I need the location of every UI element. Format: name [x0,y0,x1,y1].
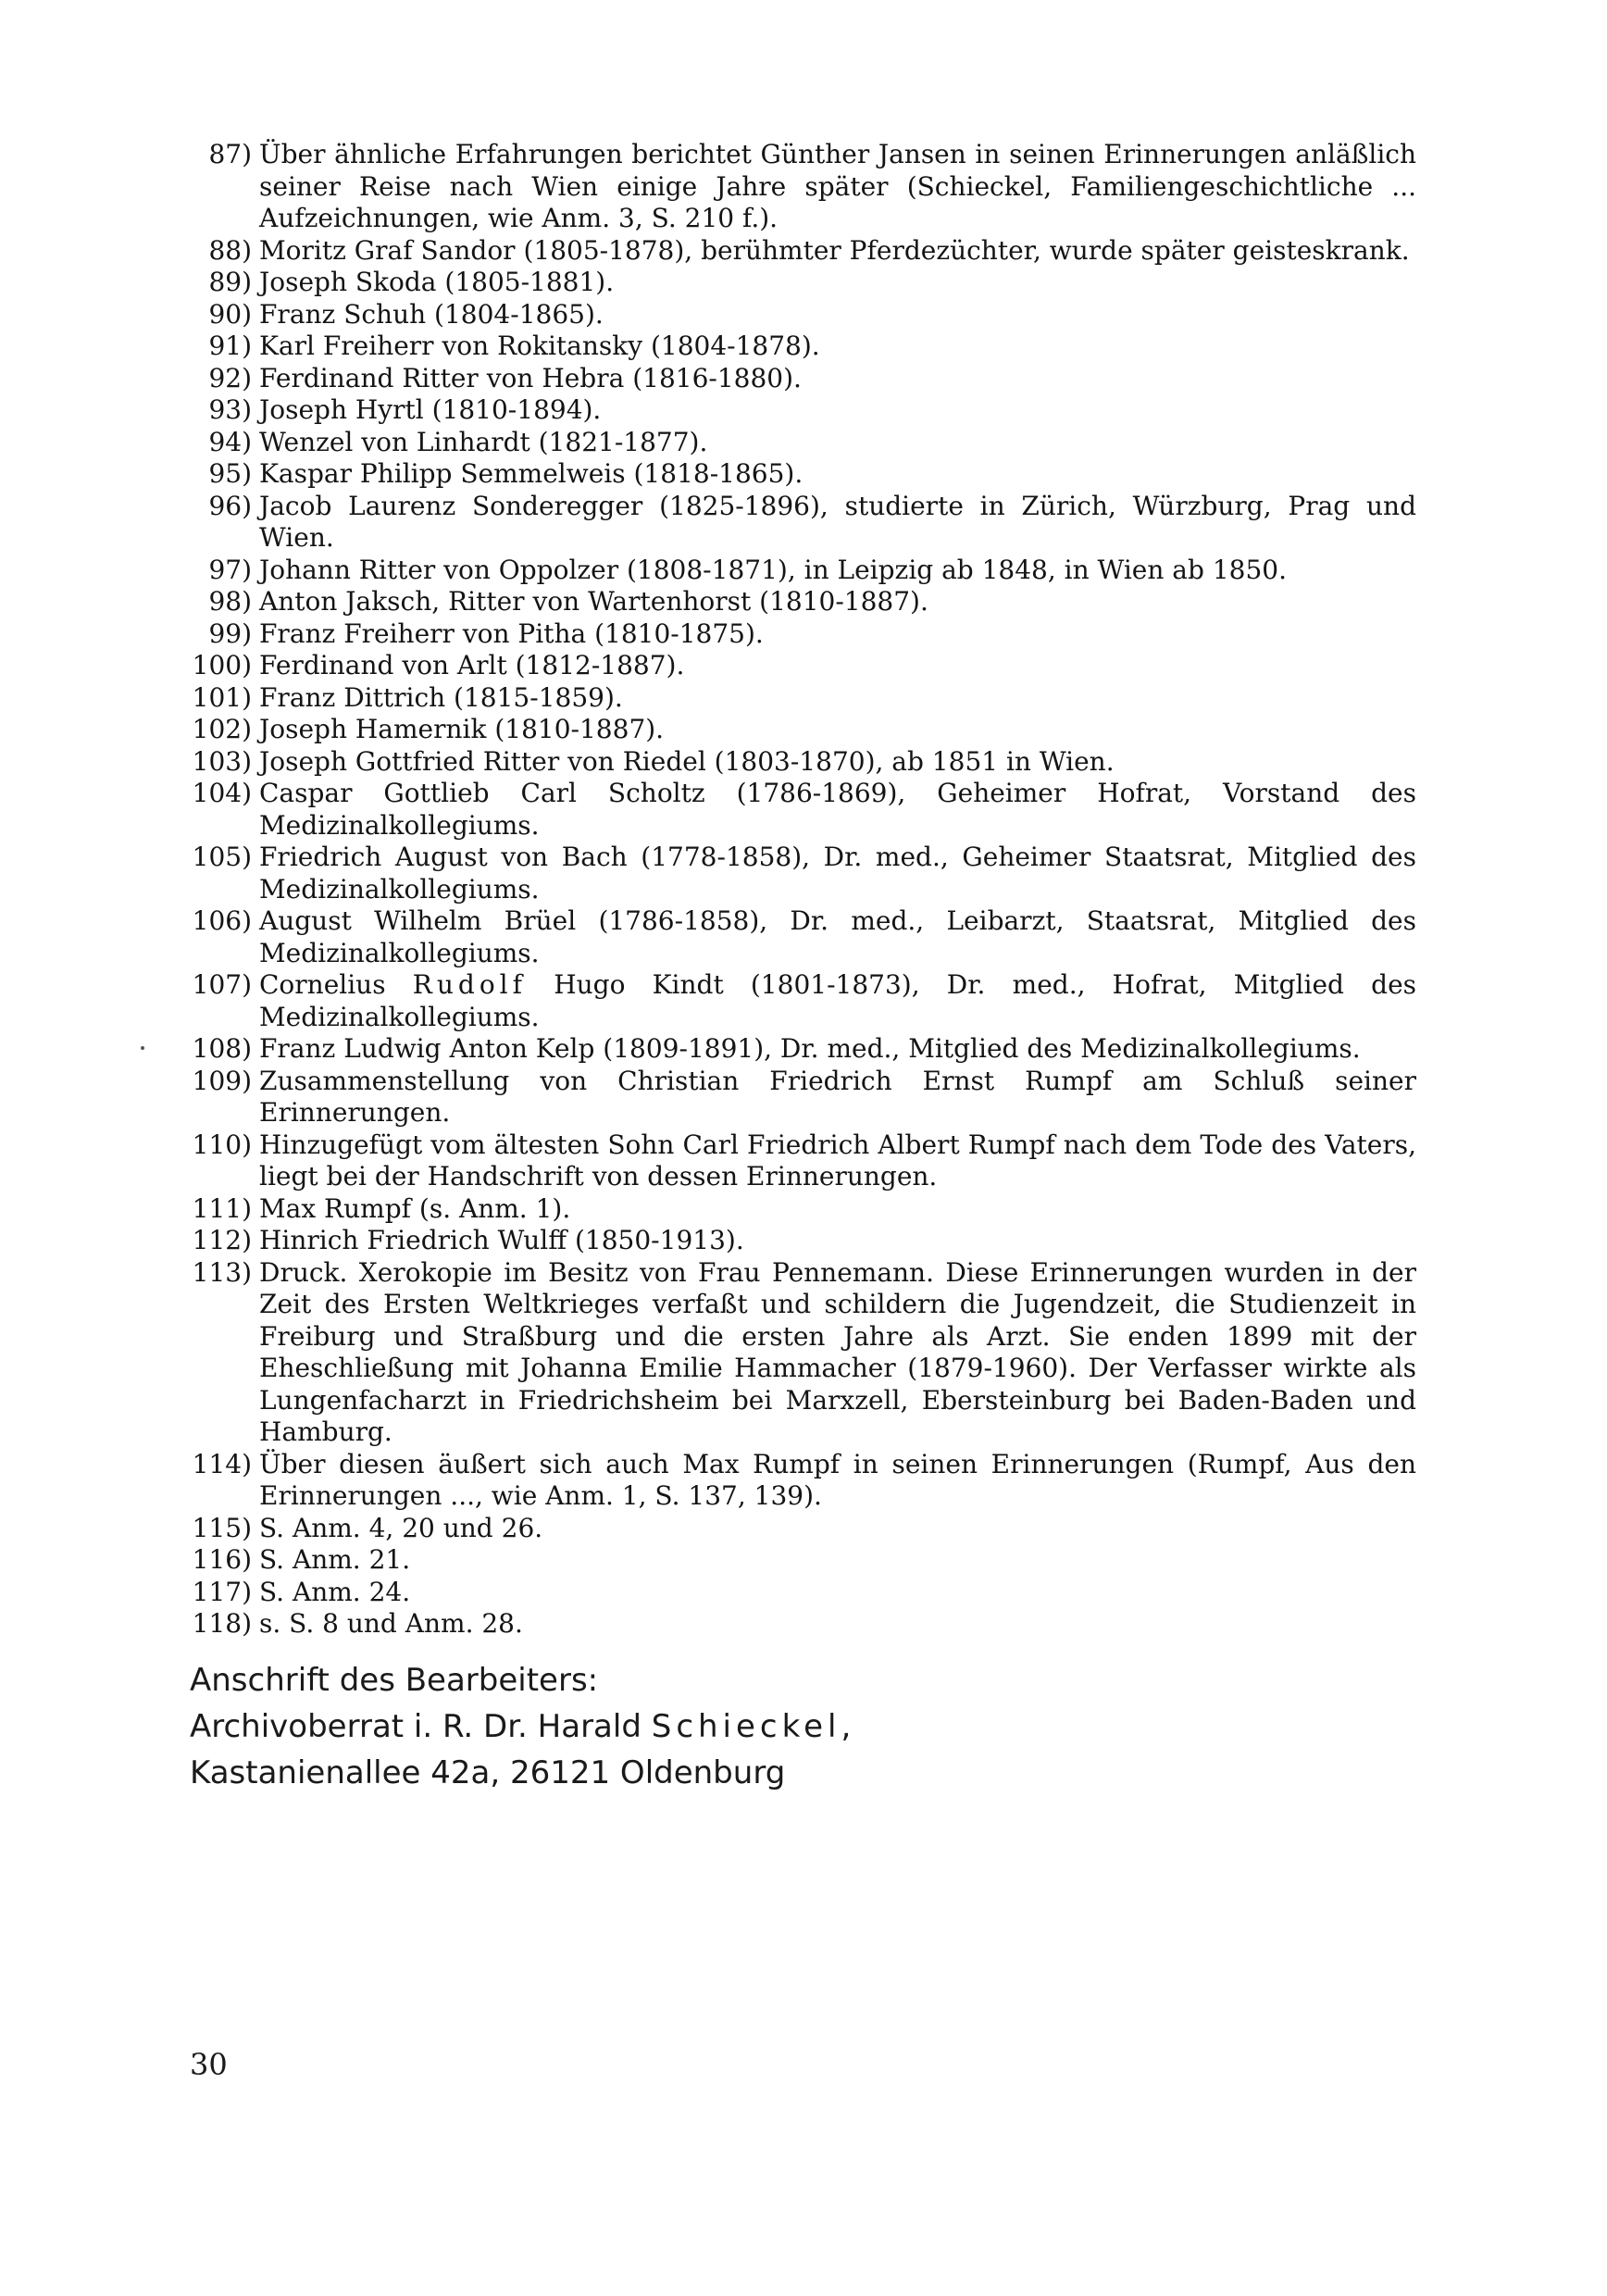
footnote-text-part: Hugo Kindt (1801-1873), Dr. med., Hofrat, Mitglied des Medizinalkollegiums. [259,969,1417,1032]
footnote-text: s. S. 8 und Anm. 28. [259,1608,523,1639]
spaced-name: Rudolf [412,969,527,1000]
footnote-95 [185,458,1416,491]
footnote-number: 114) [192,1448,252,1479]
footnote-number: 92) [208,362,252,393]
footnote-number: 112) [192,1225,252,1255]
footnote-text: Hinrich Friedrich Wulff (1850-1913). [259,1225,744,1255]
scan-speck [141,1046,144,1050]
address-surname: Schieckel [651,1708,841,1745]
address-heading: Anschrift des Bearbeiters: [190,1662,599,1699]
footnote-number: 117) [192,1576,252,1607]
footnote-number: 88) [208,234,252,266]
footnote-text: Wenzel von Linhardt (1821-1877). [259,426,708,457]
footnote-text: Moritz Graf Sandor (1805-1878), berühmter Pferdezüchter, wurde später geisteskrank. [259,234,1410,266]
footnote-text: S. Anm. 24. [259,1576,411,1607]
footnote-92 [185,363,1416,395]
footnote-number: 113) [192,1256,252,1288]
footnote-text: Franz Ludwig Anton Kelp (1809-1891), Dr. med., Mitglied des Medizinalkollegiums. [259,1033,1361,1064]
footnote-number: 89) [208,267,252,297]
footnote-number: 101) [192,681,252,713]
footnote-99 [185,618,1416,651]
footnote-111 [185,1193,1416,1226]
footnote-number: 102) [192,714,252,744]
footnote-110 [185,1129,1416,1193]
footnote-number: 104) [192,778,252,808]
footnote-number: 93) [208,394,252,425]
footnote-number: 111) [192,1192,252,1224]
footnote-list [185,139,1416,1641]
footnote-117 [185,1577,1416,1609]
footnote-number: 90) [208,298,252,330]
footnote-text: Franz Schuh (1804-1865). [259,298,604,330]
footnote-text: Jacob Laurenz Sonderegger (1825-1896), studierte in Zürich, Würzburg, Prag und Wien. [259,490,1416,553]
footnote-91 [185,331,1416,363]
footnote-97 [185,555,1416,587]
footnote-number: 110) [192,1129,252,1160]
footnote-text: S. Anm. 4, 20 und 26. [259,1512,543,1543]
footnote-number: 97) [208,554,252,585]
footnote-87 [185,139,1416,235]
footnote-number: 94) [208,426,252,457]
footnote-93 [185,394,1416,427]
footnote-text: Friedrich August von Bach (1778-1858), Dr. med., Geheimer Staatsrat, Mitglied des Medizinalkollegiums. [259,842,1416,905]
footnote-text: Franz Dittrich (1815-1859). [259,681,623,713]
footnote-number: 103) [192,745,252,777]
footnote-116 [185,1544,1416,1577]
footnote-101 [185,682,1416,715]
footnote-text: Franz Freiherr von Pitha (1810-1875). [259,618,764,649]
footnote-number: 99) [208,618,252,649]
footnote-number: 95) [208,458,252,489]
footnote-number: 107) [192,969,252,1000]
footnote-106 [185,905,1416,969]
footnote-text: Caspar Gottlieb Carl Scholtz (1786-1869), Geheimer Hofrat, Vorstand des Medizinalkollegiums. [259,778,1416,841]
footnote-number: 105) [192,842,252,872]
footnote-89 [185,267,1416,299]
footnote-text: Kaspar Philipp Semmelweis (1818-1865). [259,458,804,489]
footnote-103 [185,746,1416,779]
footnote-number: 96) [208,490,252,521]
footnote-88 [185,235,1416,268]
footnote-number: 108) [192,1033,252,1064]
footnote-number: 91) [208,331,252,361]
footnote-112 [185,1225,1416,1257]
footnote-text: Anton Jaksch, Ritter von Wartenhorst (1810-1887). [259,586,928,617]
address-street-line: Kastanienallee 42a, 26121 Oldenburg [190,1754,786,1791]
footnote-text: Joseph Hyrtl (1810-1894). [259,394,602,425]
footnote-number: 98) [208,586,252,617]
footnote-text: S. Anm. 21. [259,1544,411,1575]
footnote-115 [185,1513,1416,1545]
footnote-102 [185,714,1416,746]
footnote-text: Joseph Hamernik (1810-1887). [259,714,665,744]
footnote-105 [185,842,1416,905]
footnote-text-part: Cornelius [259,969,413,1000]
footnote-text: Über ähnliche Erfahrungen berichtet Günther Jansen in seinen Erinnerungen anläßlich seiner Reise nach Wien einige Jahre später (Schieckel, Familiengeschichtliche ... Aufzeichnungen, wie Anm. 3, S. 210 f.). [259,139,1416,233]
footnote-98 [185,586,1416,618]
footnote-text: August Wilhelm Brüel (1786-1858), Dr. med., Leibarzt, Staatsrat, Mitglied des Medizinalkollegiums. [259,905,1416,968]
address-name-line [190,1703,1301,1750]
footnote-96 [185,491,1416,555]
editor-address [190,1657,1301,1796]
footnote-text: Ferdinand Ritter von Hebra (1816-1880). [259,362,802,393]
footnote-104 [185,778,1416,842]
footnote-number: 116) [192,1544,252,1575]
footnote-108 [185,1033,1416,1066]
footnote-number: 87) [208,139,252,169]
footnote-94 [185,427,1416,459]
footnote-90 [185,299,1416,331]
footnote-118 [185,1608,1416,1641]
footnote-107 [185,969,1416,1033]
footnote-text: Druck. Xerokopie im Besitz von Frau Pennemann. Diese Erinnerungen wurden in der Zeit des Ersten Weltkrieges verfaßt und schildern die Jugendzeit, die Studienzeit in Freiburg und Straßburg und die ersten Jahre als Arzt. Sie enden 1899 mit der Eheschließung mit Johanna Emilie Hammacher (1879-1960). Der Verfasser wirkte als Lungenfacharzt in Friedrichsheim bei Marxzell, Ebersteinburg bei Baden-Baden und Hamburg. [259,1256,1416,1447]
footnote-number: 100) [192,650,252,680]
footnote-text: Max Rumpf (s. Anm. 1). [259,1192,571,1224]
footnote-text: Hinzugefügt vom ältesten Sohn Carl Friedrich Albert Rumpf nach dem Tode des Vaters, liegt bei der Handschrift von dessen Erinnerungen. [259,1129,1416,1192]
address-punctuation: , [841,1708,852,1745]
footnote-number: 106) [192,905,252,936]
footnote-113 [185,1257,1416,1449]
footnote-100 [185,650,1416,682]
footnote-text: Ferdinand von Arlt (1812-1887). [259,650,685,680]
address-title: Archivoberrat i. R. Dr. Harald [190,1708,652,1745]
footnote-114 [185,1449,1416,1513]
footnote-text: Joseph Gottfried Ritter von Riedel (1803-1870), ab 1851 in Wien. [259,745,1115,777]
footnote-number: 118) [192,1608,252,1639]
footnote-text: Johann Ritter von Oppolzer (1808-1871), in Leipzig ab 1848, in Wien ab 1850. [259,554,1287,585]
footnote-text: Zusammenstellung von Christian Friedrich Ernst Rumpf am Schluß seiner Erinnerungen. [259,1065,1416,1128]
footnote-text: Karl Freiherr von Rokitansky (1804-1878). [259,331,820,361]
footnote-109 [185,1066,1416,1129]
footnote-number: 115) [192,1512,252,1543]
footnote-text: Joseph Skoda (1805-1881). [259,267,615,297]
footnote-text: Über diesen äußert sich auch Max Rumpf in seinen Erinnerungen (Rumpf, Aus den Erinnerungen ..., wie Anm. 1, S. 137, 139). [259,1448,1416,1511]
footnote-number: 109) [192,1065,252,1096]
page-number: 30 [190,2047,228,2082]
footnote-text [252,969,1416,1033]
